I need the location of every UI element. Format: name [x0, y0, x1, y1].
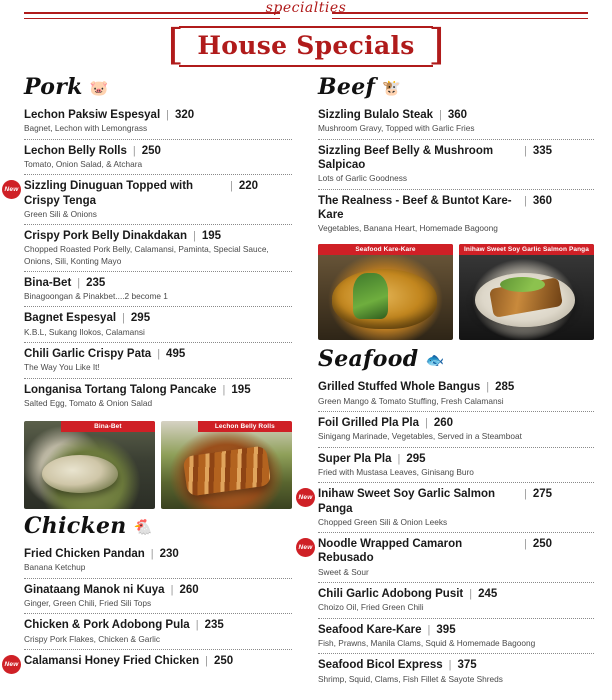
section-title-seafood: Seafood: [318, 346, 419, 373]
item-name: Noodle Wrapped Camaron Rebusado: [318, 538, 463, 565]
item-price: 495: [166, 347, 186, 360]
item-description: Crispy Pork Flakes, Chicken & Garlic: [24, 633, 161, 644]
item-price: 295: [406, 452, 426, 465]
item-separator: |: [192, 230, 196, 243]
menu-item[interactable]: [4, 650, 292, 672]
item-separator: |: [205, 654, 208, 667]
item-description: Fish, Prawns, Manila Clams, Squid & Homemade Bagoong: [318, 637, 536, 648]
item-name: Lechon Paksiw Espesyal: [24, 109, 161, 121]
item-name: Foil Grilled Pla Pla: [318, 417, 419, 429]
item-description: Choizo Oil, Fried Green Chili: [318, 602, 424, 613]
item-description: Chopped Green Sili & Onion Leeks: [318, 516, 448, 527]
beef-photo-row: [318, 244, 594, 340]
item-name: Sizzling Dinuguan Topped with Crispy Tenga: [24, 180, 194, 207]
item-separator: |: [427, 623, 431, 636]
item-name: Grilled Stuffed Whole Bangus: [318, 381, 481, 394]
item-name: Inihaw Sweet Soy Garlic Salmon Panga: [318, 488, 496, 515]
item-name: Chicken & Pork Adobong Pula: [24, 619, 190, 632]
photo-seafood-kare-kare: [318, 244, 453, 340]
photo-caption: Inihaw Sweet Soy Garlic Salmon Panga: [459, 244, 594, 255]
item-price: 320: [175, 109, 195, 121]
item-description: Binagoongan & Pinakbet....2 become 1: [24, 291, 168, 302]
item-separator: |: [122, 312, 125, 325]
item-description: K.B.L, Sukang Ilokos, Calamansi: [24, 326, 145, 337]
item-description: Chopped Roasted Pork Belly, Calamansi, Paminta, Special Sauce, Onions, Sili, Konting Mayo: [24, 244, 269, 266]
photo-caption: Lechon Belly Rolls: [198, 421, 292, 432]
item-description: Salted Egg, Tomato & Onion Salad: [24, 397, 153, 408]
item-name: Longanisa Tortang Talong Pancake: [24, 383, 217, 396]
menu-item[interactable]: [24, 579, 292, 615]
menu-item[interactable]: [4, 175, 292, 225]
fish-icon: 🐟: [425, 352, 445, 370]
section-header-seafood: [318, 346, 594, 373]
item-separator: |: [524, 538, 527, 551]
photo-garnish: [353, 273, 388, 319]
menu-item[interactable]: [24, 272, 292, 308]
item-description: Vegetables, Banana Heart, Homemade Bagoong: [318, 223, 498, 234]
item-separator: |: [397, 452, 401, 465]
menu-item[interactable]: [318, 104, 594, 140]
item-separator: |: [157, 347, 161, 360]
section-header-pork: [24, 76, 292, 98]
item-price: 250: [532, 538, 553, 551]
house-specials-header: [0, 20, 612, 69]
item-price: 250: [141, 144, 161, 157]
item-description: Ginger, Green Chili, Fried Sili Tops: [24, 598, 152, 608]
menu-columns: [0, 72, 612, 700]
photo-lechon-belly-rolls: [161, 421, 292, 509]
new-badge: New: [296, 538, 315, 557]
menu-item[interactable]: [24, 379, 292, 414]
item-name: Bina-Bet: [24, 276, 72, 289]
page-title: House Specials: [197, 31, 415, 60]
item-price: 250: [213, 654, 234, 667]
bracket-right: ]: [428, 20, 445, 69]
column-right: [298, 72, 612, 700]
item-price: 360: [532, 194, 553, 207]
chicken-icon: 🐔: [133, 519, 153, 537]
column-left: [0, 72, 306, 700]
item-price: 260: [433, 417, 454, 429]
item-description: Sweet & Sour: [318, 566, 369, 577]
section-header-beef: [318, 76, 594, 98]
item-price: 275: [532, 488, 553, 501]
menu-item[interactable]: [318, 376, 594, 412]
item-name: Sizzling Bulalo Steak: [318, 109, 434, 121]
item-description: Mushroom Gravy, Topped with Garlic Fries: [318, 123, 475, 134]
item-price: 195: [201, 230, 222, 243]
photo-bina-bet: [24, 421, 155, 509]
item-price: 220: [238, 180, 259, 193]
pork-item-list: [4, 104, 292, 413]
item-separator: |: [195, 619, 199, 632]
menu-item[interactable]: [24, 307, 292, 343]
bracket-left: [: [167, 20, 184, 69]
item-name: Lechon Belly Rolls: [24, 144, 127, 157]
item-separator: |: [132, 144, 136, 157]
item-name: Super Pla Pla: [318, 452, 392, 465]
item-description: Fried with Mustasa Leaves, Ginisang Buro: [318, 466, 474, 477]
item-separator: |: [448, 659, 452, 672]
item-price: 335: [532, 144, 553, 157]
menu-item[interactable]: [24, 343, 292, 379]
item-price: 195: [231, 383, 251, 396]
section-title-pork: Pork: [24, 74, 83, 100]
photo-salmon-panga: [459, 244, 594, 340]
menu-item[interactable]: [318, 583, 594, 619]
item-name: Crispy Pork Belly Dinakdakan: [24, 230, 187, 243]
menu-item[interactable]: [318, 654, 594, 689]
beef-item-list: [318, 104, 594, 238]
item-separator: |: [230, 180, 233, 193]
item-price: 360: [447, 109, 468, 121]
photo-caption: Bina-Bet: [61, 421, 155, 432]
section-header-chicken: [24, 513, 292, 540]
item-price: 375: [457, 659, 477, 672]
item-price: 245: [478, 588, 498, 600]
menu-item[interactable]: [24, 225, 292, 272]
item-separator: |: [77, 276, 81, 289]
item-name: Chili Garlic Crispy Pata: [24, 347, 152, 360]
item-description: Tomato, Onion Salad, & Atchara: [24, 158, 143, 169]
item-separator: |: [166, 109, 170, 121]
item-name: Chili Garlic Adobong Pusit: [318, 588, 464, 600]
menu-item[interactable]: [318, 140, 594, 190]
photo-caption: Seafood Kare-Kare: [318, 244, 453, 255]
item-description: Shrimp, Squid, Clams, Fish Fillet & Sayote Shreds: [318, 673, 503, 684]
item-separator: |: [170, 583, 174, 596]
item-name: Sizzling Beef Belly & Mushroom Salpicao: [318, 144, 494, 171]
item-separator: |: [222, 383, 226, 396]
section-title-beef: Beef: [318, 74, 376, 100]
item-price: 260: [179, 583, 199, 596]
menu-item[interactable]: [298, 533, 594, 583]
item-description: Sinigang Marinade, Vegetables, Served in a Steamboat: [318, 431, 522, 442]
item-name: The Realness - Beef & Buntot Kare-Kare: [318, 194, 512, 221]
menu-item[interactable]: [318, 412, 594, 448]
rule-right-thin: [332, 18, 588, 19]
new-badge: New: [296, 488, 315, 507]
item-price: 395: [436, 623, 456, 636]
item-description: Lots of Garlic Goodness: [318, 173, 408, 184]
cow-icon: 🐮: [382, 80, 401, 97]
item-description: The Way You Like It!: [24, 362, 100, 373]
item-separator: |: [469, 588, 473, 600]
new-badge: New: [2, 180, 21, 199]
item-description: Green Sili & Onions: [24, 208, 97, 219]
menu-item[interactable]: [318, 448, 594, 484]
item-name: Ginataang Manok ni Kuya: [24, 583, 165, 596]
item-price: 235: [86, 276, 106, 289]
new-badge: New: [2, 655, 21, 674]
menu-item[interactable]: [24, 543, 292, 579]
item-price: 285: [495, 381, 515, 394]
item-separator: |: [486, 381, 490, 394]
pig-icon: 🐷: [89, 80, 109, 97]
item-name: Calamansi Honey Fried Chicken: [24, 654, 200, 667]
specialties-script-label: specialties: [265, 0, 347, 16]
item-name: Seafood Kare-Kare: [318, 623, 422, 636]
seafood-item-list: [298, 376, 594, 688]
pork-photo-row: [24, 421, 292, 509]
item-separator: |: [524, 194, 527, 207]
item-name: Bagnet Espesyal: [24, 312, 117, 325]
chicken-item-list: [4, 543, 292, 672]
item-description: Banana Ketchup: [24, 562, 86, 573]
item-price: 235: [204, 619, 224, 632]
menu-item[interactable]: [24, 140, 292, 176]
item-name: Seafood Bicol Express: [318, 659, 443, 672]
item-price: 230: [159, 548, 179, 561]
menu-item[interactable]: [24, 614, 292, 650]
menu-item[interactable]: [318, 190, 594, 239]
rule-left-thin: [24, 18, 280, 19]
item-name: Fried Chicken Pandan: [24, 548, 145, 561]
menu-item[interactable]: [298, 483, 594, 533]
menu-item[interactable]: [24, 104, 292, 140]
item-separator: |: [524, 144, 527, 157]
item-description: Bagnet, Lechon with Lemongrass: [24, 123, 148, 134]
item-separator: |: [150, 548, 154, 561]
item-separator: |: [439, 109, 442, 121]
section-title-chicken: Chicken: [24, 513, 127, 540]
item-separator: |: [424, 417, 428, 429]
menu-item[interactable]: [318, 619, 594, 655]
item-price: 295: [130, 312, 151, 325]
item-description: Green Mango & Tomato Stuffing, Fresh Calamansi: [318, 395, 504, 406]
item-separator: |: [524, 488, 527, 501]
